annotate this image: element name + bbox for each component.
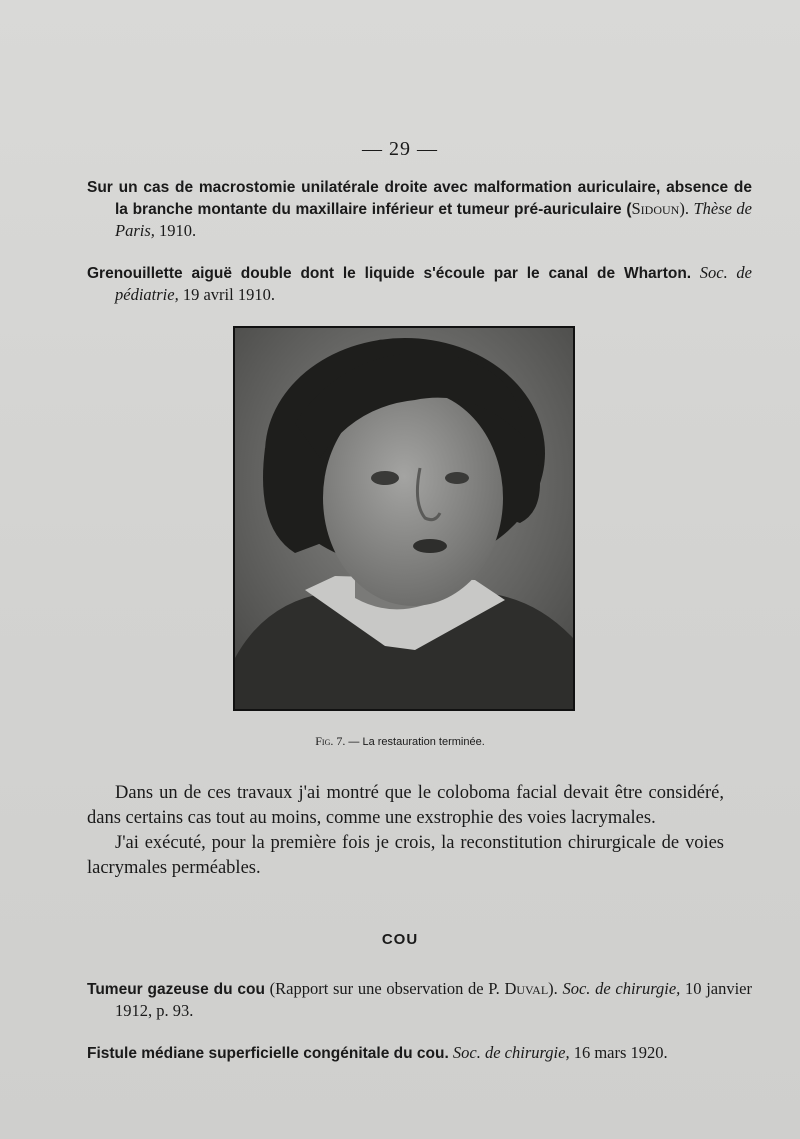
entry-punct: ). (679, 199, 694, 218)
figure-label: Fig. 7. (315, 734, 346, 748)
entry-author: Duval (504, 979, 549, 998)
entry-text: (Rapport sur une observation de P. (264, 979, 505, 998)
entry-title: Tumeur gazeuse du cou (87, 981, 265, 998)
body-text (87, 781, 724, 881)
entry-author: Sidoun (631, 199, 680, 218)
entry-date: 16 mars 1920. (569, 1043, 668, 1062)
entry-source: Soc. de chirurgie, (448, 1043, 570, 1062)
bibliography-entry-macrostomie (87, 176, 752, 241)
paragraph: Dans un de ces travaux j'ai montré que le coloboma facial devait être considéré, dans certains cas tout au moins, comme une exstrophie des voies lacrymales. (87, 783, 724, 828)
entry-date: 10 janvier 1912, p. 93. (115, 979, 752, 1020)
bibliography-entry-tumeur-gazeuse (87, 978, 752, 1021)
section-heading: COU (381, 931, 419, 948)
paragraph: J'ai exécuté, pour la première fois je crois, la reconstitution chirurgicale de voies lacrymales perméables. (87, 833, 724, 878)
bibliography-entry-fistule (87, 1042, 752, 1064)
entry-source: Soc. de chirurgie, (562, 979, 681, 998)
portrait-illustration (235, 328, 573, 709)
entry-title: Sur un cas de macrostomie unilatérale droite avec malformation auriculaire, absence de la branche montante du maxillaire inférieur et tumeur pré-auriculaire ( (87, 179, 752, 218)
entry-date: 1910. (154, 221, 197, 240)
page-number: — 29 — (362, 138, 438, 160)
child-portrait-photo (233, 326, 575, 711)
entry-date: 19 avril 1910. (178, 285, 275, 304)
entry-punct: ). (548, 979, 563, 998)
entry-source: Thèse de Paris, (115, 199, 752, 240)
entry-title: Grenouillette aiguë double dont le liquide s'écoule par le canal de Wharton. (87, 265, 692, 282)
entry-source: Soc. de pédiatrie, (115, 263, 752, 304)
figure-caption-text: — La restauration terminée. (345, 736, 485, 748)
figure-caption (0, 734, 800, 749)
bibliography-entry-grenouillette (87, 262, 752, 305)
entry-title: Fistule médiane superficielle congénitale du cou. (87, 1045, 449, 1062)
